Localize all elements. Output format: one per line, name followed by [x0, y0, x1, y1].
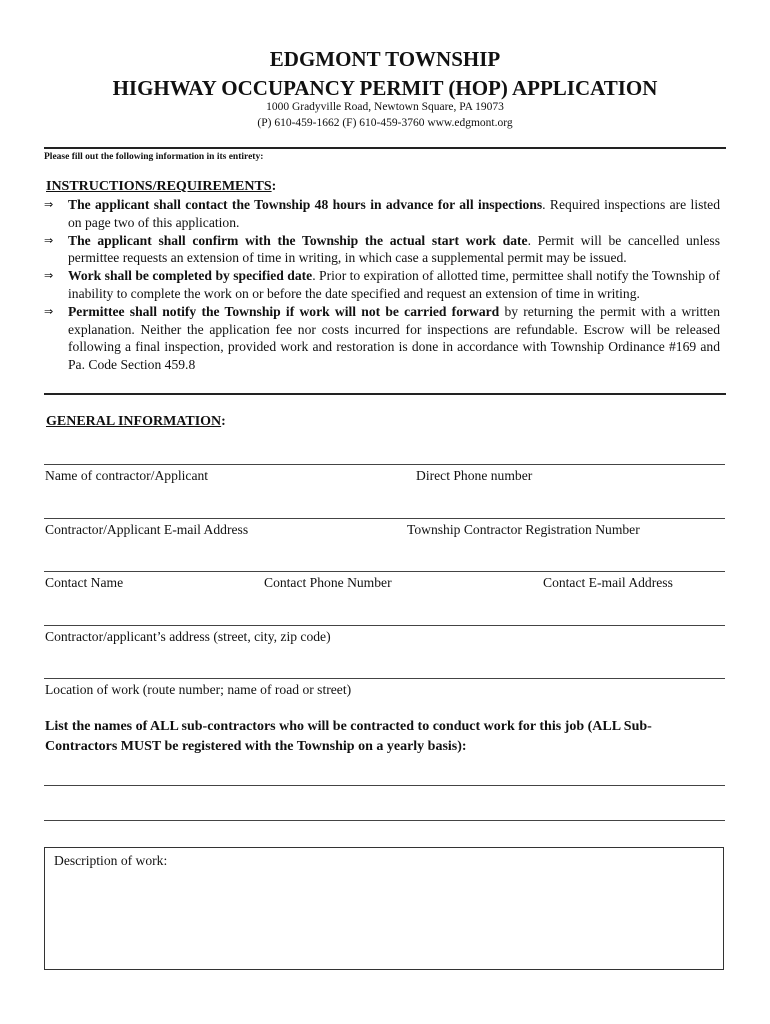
instruction-item [44, 267, 720, 303]
instructions-divider [44, 393, 726, 395]
instruction-bold: Work shall be completed by specified date [68, 268, 313, 284]
arrow-bullet-icon: ⇒ [44, 198, 54, 211]
contact-info-field[interactable] [44, 571, 725, 572]
address-field[interactable] [44, 625, 725, 626]
instructions-heading [46, 179, 276, 195]
arrow-bullet-icon: ⇒ [44, 304, 54, 318]
subcontractors-instructions: List the names of ALL sub-contractors who will be contracted to conduct work for this job (ALL Sub-Contractors MUST be registered with the Township on a yearly basis): [45, 719, 652, 754]
instruction-text: . Permit will be cancelled unless permittee requests an extension of time in writing, in which case a supplemental permit may be issued. [68, 232, 720, 266]
contact-name-label: Contact Name [45, 575, 124, 590]
location-label: Location of work (route number; name of road or street) [45, 682, 352, 697]
email-registration-field[interactable] [44, 518, 725, 519]
instruction-bold: The applicant shall contact the Township 48 hours in advance for all inspections [68, 197, 543, 212]
subcontractor-line-2[interactable] [44, 820, 725, 821]
email-label: Contractor/Applicant E-mail Address [45, 522, 249, 537]
instruction-text: by returning the permit with a written explanation. Neither the application fee nor costs incurred for inspections are refundable. Escrow will be released following a final inspection, provided work and restoration is done in accordance with Township Ordinance #169 and Pa. Code Section 459.8 [68, 303, 720, 373]
instruction-item [44, 232, 720, 268]
arrow-bullet-icon: ⇒ [44, 233, 54, 247]
instruction-text: . Required inspections are listed on page two of this application. [68, 197, 720, 230]
general-info-heading-colon: : [221, 414, 226, 429]
description-of-work-box[interactable] [44, 847, 724, 970]
instruction-item [44, 196, 720, 232]
instruction-text: . Prior to expiration of allotted time, permittee shall notify the Township of inability to complete the work on or before the date specified and request an extension of time in writing. [68, 268, 720, 301]
contractor-name-field[interactable] [44, 464, 725, 465]
township-contact: (P) 610-459-1662 (F) 610-459-3760 www.edgmont.org [257, 117, 513, 129]
fill-note: Please fill out the following information in its entirety: [44, 152, 264, 162]
general-info-heading [46, 414, 226, 430]
header-divider [44, 147, 726, 149]
instruction-bold: The applicant shall confirm with the Township the actual start work date [68, 232, 528, 248]
form-title: HIGHWAY OCCUPANCY PERMIT (HOP) APPLICATION [112, 76, 658, 100]
instructions-list [44, 196, 720, 374]
contractor-name-label: Name of contractor/Applicant [45, 468, 209, 483]
direct-phone-label: Direct Phone number [416, 468, 533, 483]
instructions-heading-text: INSTRUCTIONS/REQUIREMENTS [46, 179, 272, 194]
registration-number-label: Township Contractor Registration Number [407, 522, 640, 537]
contact-email-label: Contact E-mail Address [543, 575, 673, 590]
arrow-bullet-icon: ⇒ [44, 269, 54, 283]
description-label: Description of work: [54, 853, 168, 868]
subcontractor-line-1[interactable] [44, 785, 725, 786]
instruction-item [44, 303, 720, 374]
instructions-heading-colon: : [271, 179, 277, 194]
address-label: Contractor/applicant’s address (street, city, zip code) [45, 629, 331, 644]
contact-phone-label: Contact Phone Number [264, 575, 392, 590]
general-info-heading-text: GENERAL INFORMATION [46, 414, 222, 429]
location-field[interactable] [44, 678, 725, 679]
township-title: EDGMONT TOWNSHIP [269, 47, 501, 71]
instruction-bold: Permittee shall notify the Township if work will not be carried forward [68, 303, 500, 319]
township-address: 1000 Gradyville Road, Newtown Square, PA 19073 [266, 101, 504, 113]
